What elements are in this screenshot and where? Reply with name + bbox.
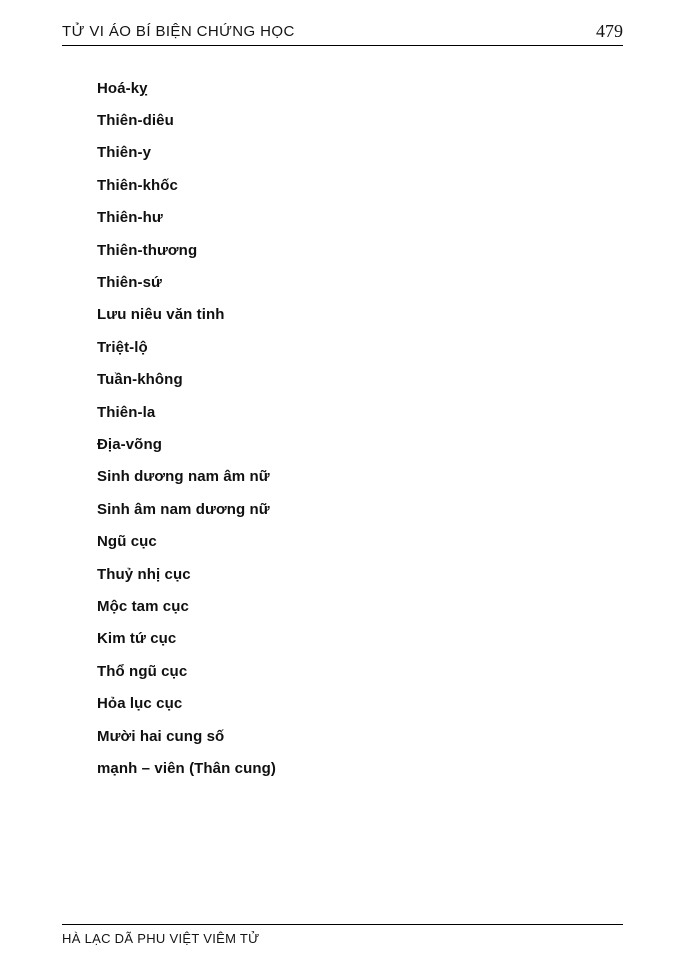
list-item: Kim tứ cục [97, 630, 177, 648]
list-item: Thiên-hư [97, 209, 163, 227]
running-title: TỬ VI ÁO BÍ BIỆN CHỨNG HỌC [62, 23, 295, 40]
list-item: Mười hai cung số [97, 727, 225, 745]
list-item: Ngũ cục [97, 533, 157, 551]
list-item: Thiên-y [97, 144, 152, 162]
list-item: Thiên-sứ [97, 274, 162, 292]
page-header [62, 22, 623, 46]
list-item: Thổ ngũ cục [97, 662, 188, 680]
list-item: Thuỷ nhị cục [97, 565, 191, 583]
list-item: Hoá-kỵ [97, 79, 148, 97]
list-item: Triệt-lộ [97, 338, 148, 356]
list-item: Hỏa lục cục [97, 695, 183, 713]
list-item: Địa-võng [97, 435, 162, 453]
list-item: Tuần-không [97, 371, 183, 389]
list-item: Thiên-diêu [97, 112, 174, 130]
list-item: Sinh dương nam âm nữ [97, 468, 270, 486]
page-footer [62, 924, 623, 948]
list-item: Thiên-thương [97, 241, 198, 259]
list-item: Thiên-la [97, 403, 156, 421]
list-item: Mộc tam cục [97, 597, 189, 615]
list-item: Thiên-khốc [97, 176, 179, 194]
page-number: 479 [596, 21, 623, 41]
term-list [97, 72, 597, 785]
footer-author-text: HÀ LẠC DÃ PHU VIỆT VIÊM TỬ [62, 931, 260, 946]
list-item: Sinh âm nam dương nữ [97, 500, 270, 518]
list-item: mạnh – viên (Thân cung) [97, 759, 276, 777]
list-item: Lưu niêu văn tinh [97, 306, 225, 324]
